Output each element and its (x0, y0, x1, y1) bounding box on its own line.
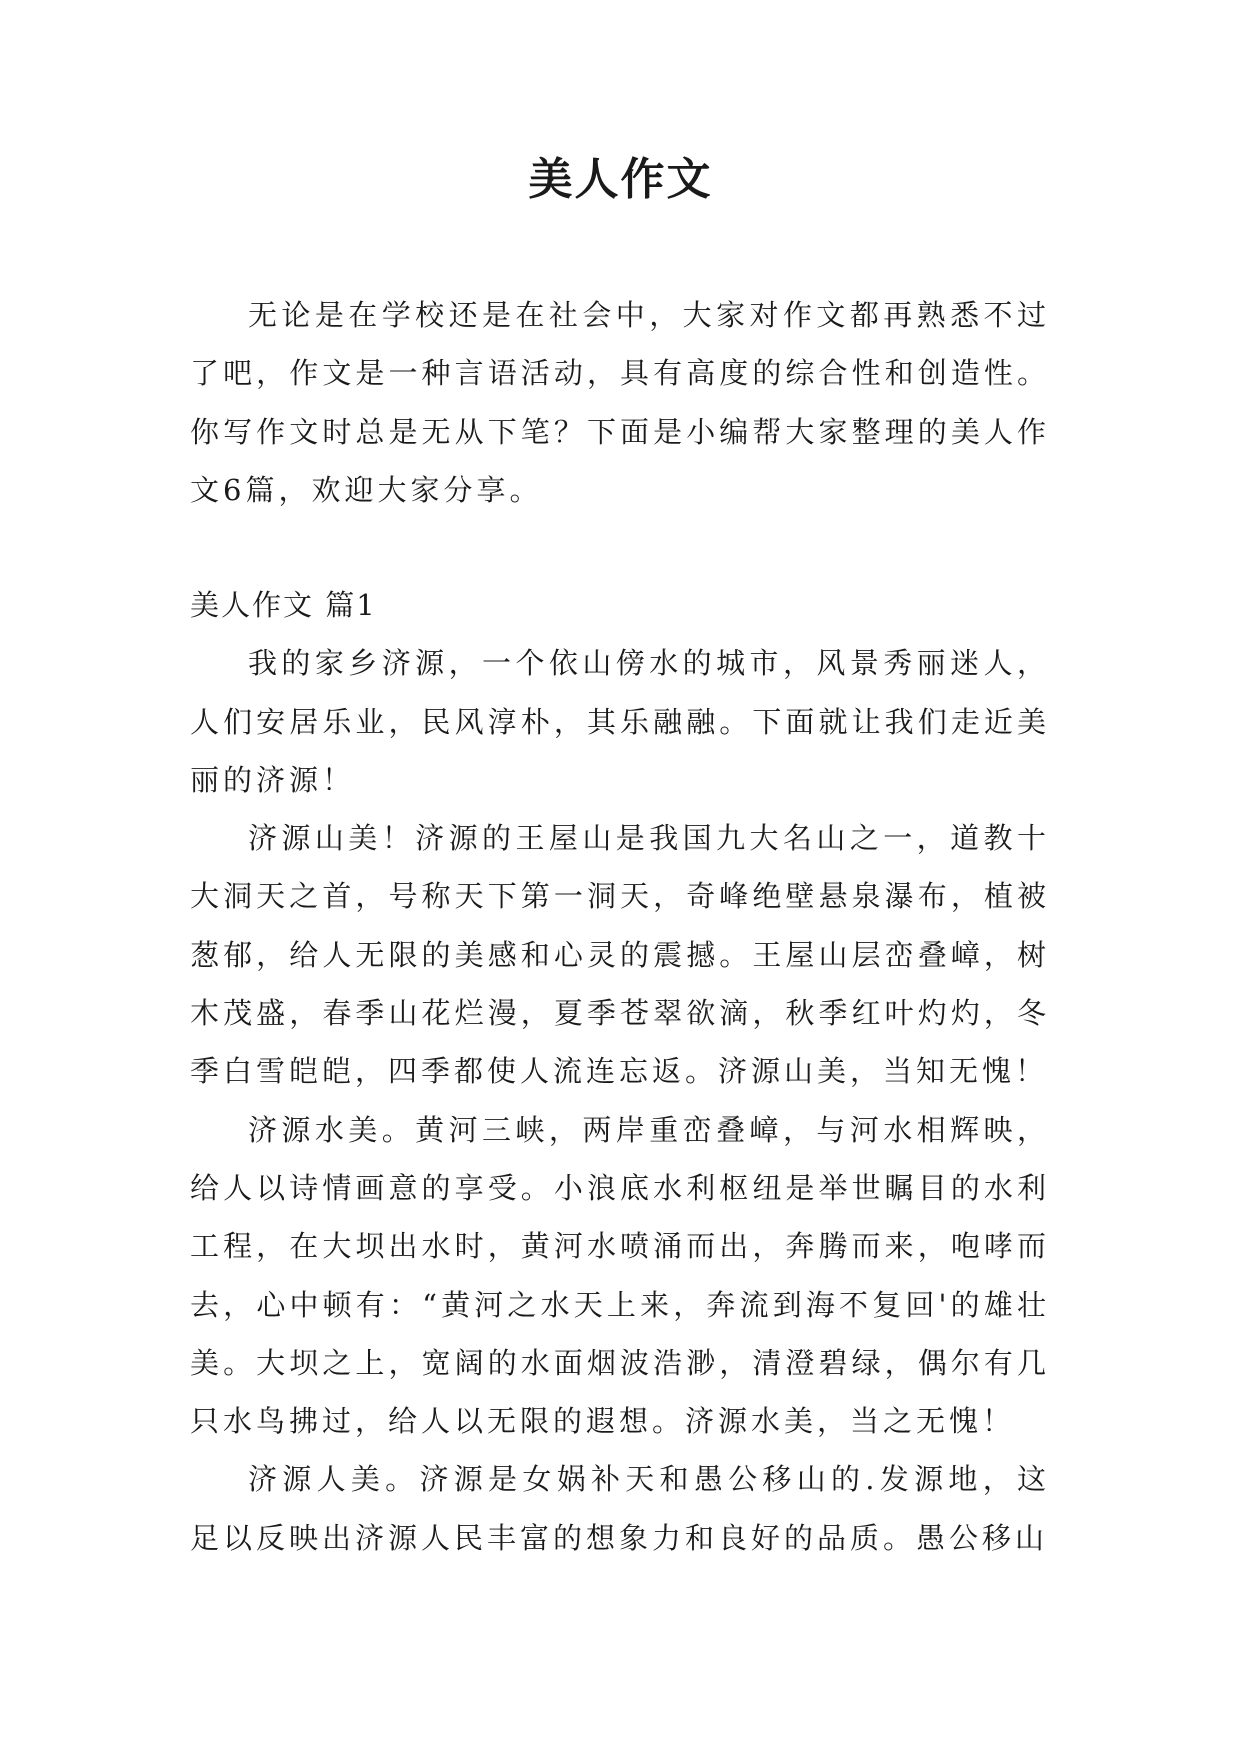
body-paragraph: 济源水美。黄河三峡，两岸重峦叠嶂，与河水相辉映，给人以诗情画意的享受。小浪底水利枢纽是举世瞩目的水利工程，在大坝出水时，黄河水喷涌而出，奔腾而来，咆哮而去，心中顿有：“黄河之水天上来，奔流到海不复回'的雄壮美。大坝之上，宽阔的水面烟波浩渺，清澄碧绿，偶尔有几只水鸟拂过，给人以无限的遐想。济源水美，当之无愧！ (190, 1112, 1050, 1439)
body-paragraph: 济源山美！济源的王屋山是我国九大名山之一，道教十大洞天之首，号称天下第一洞天，奇峰绝壁悬泉瀑布，植被葱郁，给人无限的美感和心灵的震撼。王屋山层峦叠嶂，树木茂盛，春季山花烂漫，夏季苍翠欲滴，秋季红叶灼灼，冬季白雪皑皑，四季都使人流连忘返。济源山美，当知无愧！ (190, 821, 1050, 1089)
document-title: 美人作文 (528, 154, 713, 205)
body-paragraph: 济源人美。济源是女娲补天和愚公移山的.发源地，这足以反映出济源人民丰富的想象力和良好的品质。愚公移山 (190, 1462, 1050, 1555)
body-paragraph: 我的家乡济源，一个依山傍水的城市，风景秀丽迷人，人们安居乐业，民风淳朴，其乐融融。下面就让我们走近美丽的济源！ (190, 646, 1050, 797)
intro-paragraph: 无论是在学校还是在社会中，大家对作文都再熟悉不过了吧，作文是一种言语活动，具有高度的综合性和创造性。你写作文时总是无从下笔？下面是小编帮大家整理的美人作文6篇，欢迎大家分享。 (190, 298, 1050, 507)
section-heading: 美人作文 篇1 (190, 588, 377, 622)
section-1 (190, 576, 1050, 1567)
